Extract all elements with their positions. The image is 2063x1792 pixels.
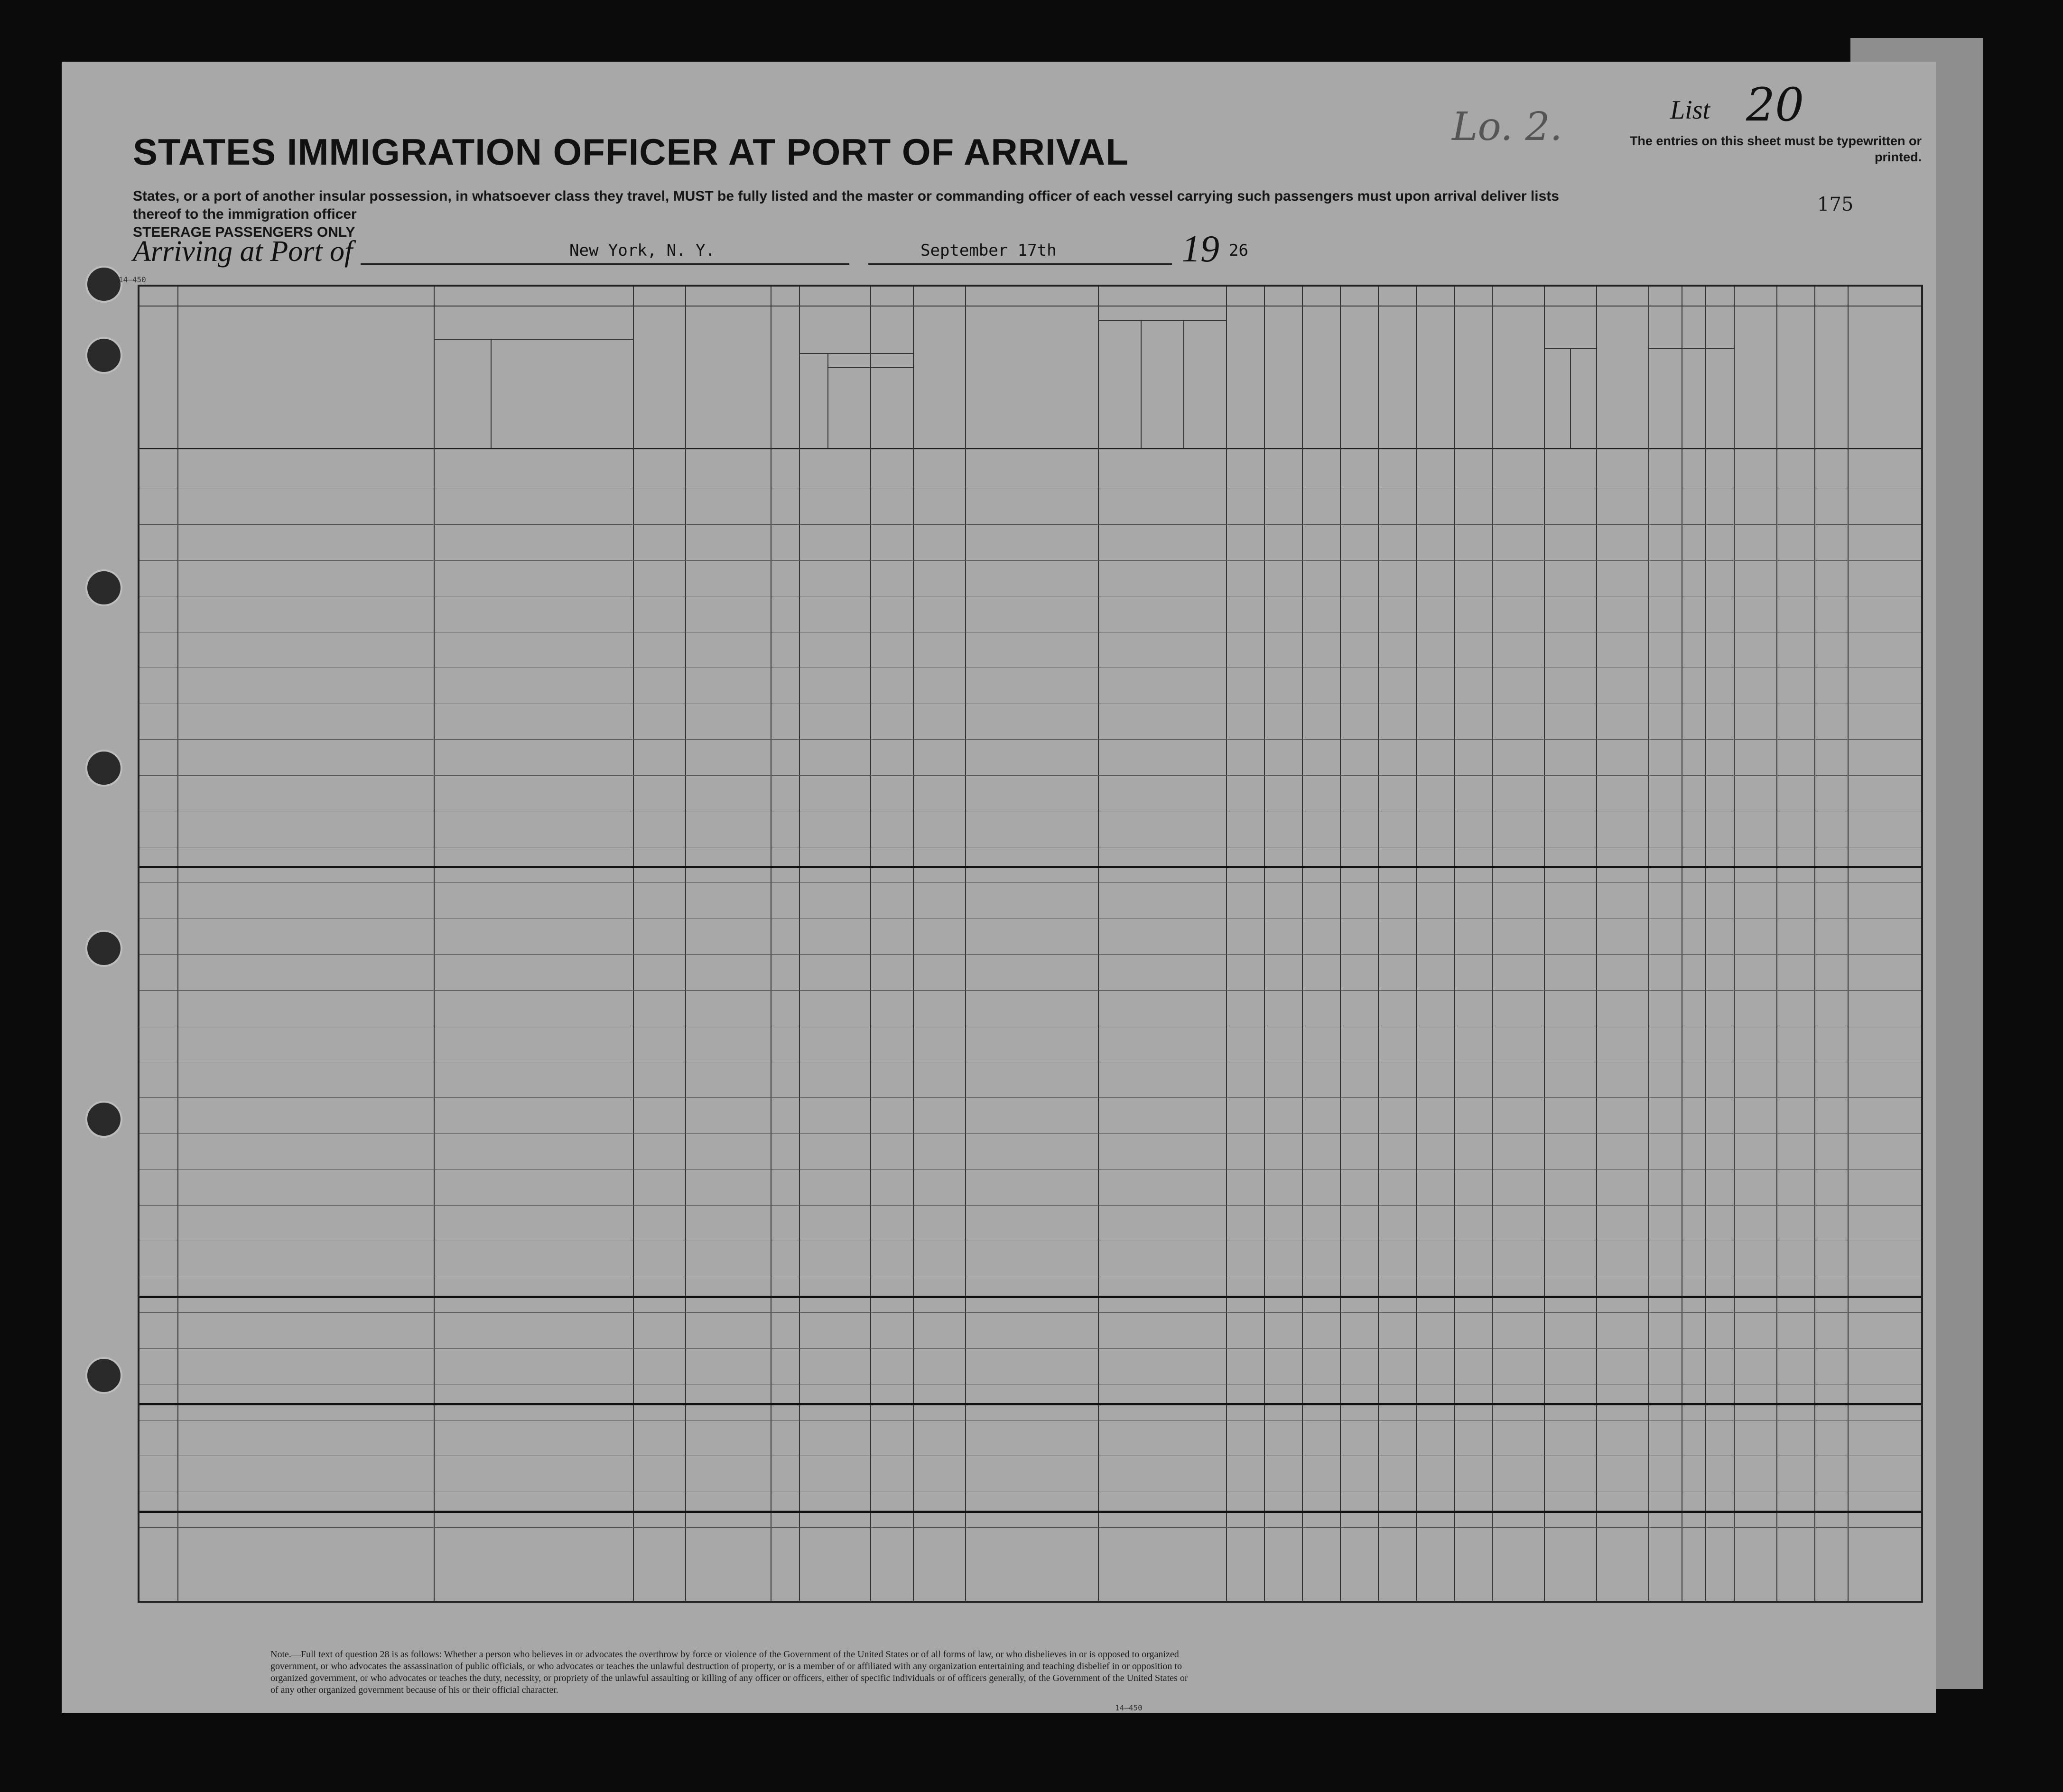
row-rule [139, 775, 1921, 776]
date-line [868, 263, 1172, 265]
purpose-rule [1141, 320, 1142, 448]
footnote-form-number: 14—450 [1115, 1703, 1143, 1712]
row-rule [139, 1527, 1921, 1528]
binder-hole [85, 266, 122, 303]
manifest-table [138, 285, 1923, 1603]
row-rule [139, 1348, 1921, 1349]
row-rule [139, 560, 1921, 561]
year-prefix: 19 [1181, 228, 1219, 270]
row-rule [139, 990, 1921, 991]
year-where-rule [870, 367, 871, 448]
binder-hole [85, 1357, 122, 1394]
row-rule [139, 1312, 1921, 1313]
page-title: STATES IMMIGRATION OFFICER AT PORT OF ARRIVAL [133, 131, 1129, 173]
form-number: 14—450 [119, 275, 146, 284]
typewritten-notice: The entries on this sheet must be typewritten or printed. [1629, 134, 1922, 164]
purpose-rule [1183, 320, 1184, 448]
height-rule [1570, 348, 1571, 448]
arriving-label: Arriving at Port of [133, 235, 353, 268]
subheader-rule [1098, 320, 1226, 321]
strikethrough-line [139, 1296, 1921, 1298]
binder-hole [85, 569, 122, 606]
row-rule [139, 882, 1921, 883]
footnote: Note.—Full text of question 28 is as follows: Whether a person who believes in or advocates the overthrow by force or violence of the Government of the United States or of all forms of law, or who disbelieves in or is opposed to organized government, or who advocates the assassination of public officials, or who advocates or teaches the unlawful destruction of property, or is a member of or affiliated with any organization entertaining and teaching disbelief in or opposition to organized government, or who advocates or teaches the duty, necessity, or propriety of the unlawful assaulting or killing of any officer or officers, either of specific individuals or of officers generally, of the Government of the United States or of any other organized government because of his or their official character. [270, 1649, 1188, 1695]
header-rule [139, 448, 1921, 449]
subheader-rule [434, 339, 633, 340]
row-rule [139, 739, 1921, 740]
binder-hole [85, 1101, 122, 1138]
row-rule [139, 1420, 1921, 1421]
strikethrough-line [139, 1511, 1921, 1513]
port-line [361, 263, 849, 265]
row-rule [139, 1133, 1921, 1134]
arrival-date: September 17th [920, 241, 1057, 260]
list-number: 20 [1746, 78, 1804, 131]
row-rule [139, 524, 1921, 525]
state-city-rule [491, 339, 492, 448]
binder-hole [85, 930, 122, 967]
year-suffix: 26 [1229, 241, 1248, 260]
page-number: 175 [1817, 194, 1854, 215]
strikethrough-line [139, 866, 1921, 868]
row-rule [139, 954, 1921, 955]
strikethrough-line [139, 1403, 1921, 1405]
subheader-rule [1648, 348, 1734, 349]
subheader-rule [799, 353, 913, 354]
row-rule [139, 1169, 1921, 1170]
row-rule [139, 1205, 1921, 1206]
binder-hole [85, 750, 122, 787]
list-label: List [1670, 95, 1710, 125]
binder-hole [85, 337, 122, 374]
handwritten-mark: Lo. 2. [1452, 104, 1562, 149]
instructions-text: States, or a port of another insular possession, in whatsoever class they travel, MUST be fully listed and the master or commanding officer of each vessel carrying such passengers must upon arrival deliver lists thereof to the immigration officer STEERAGE PASSENGERS ONLY [133, 188, 1559, 240]
row-rule [139, 1097, 1921, 1098]
port-value: New York, N. Y. [569, 241, 716, 260]
